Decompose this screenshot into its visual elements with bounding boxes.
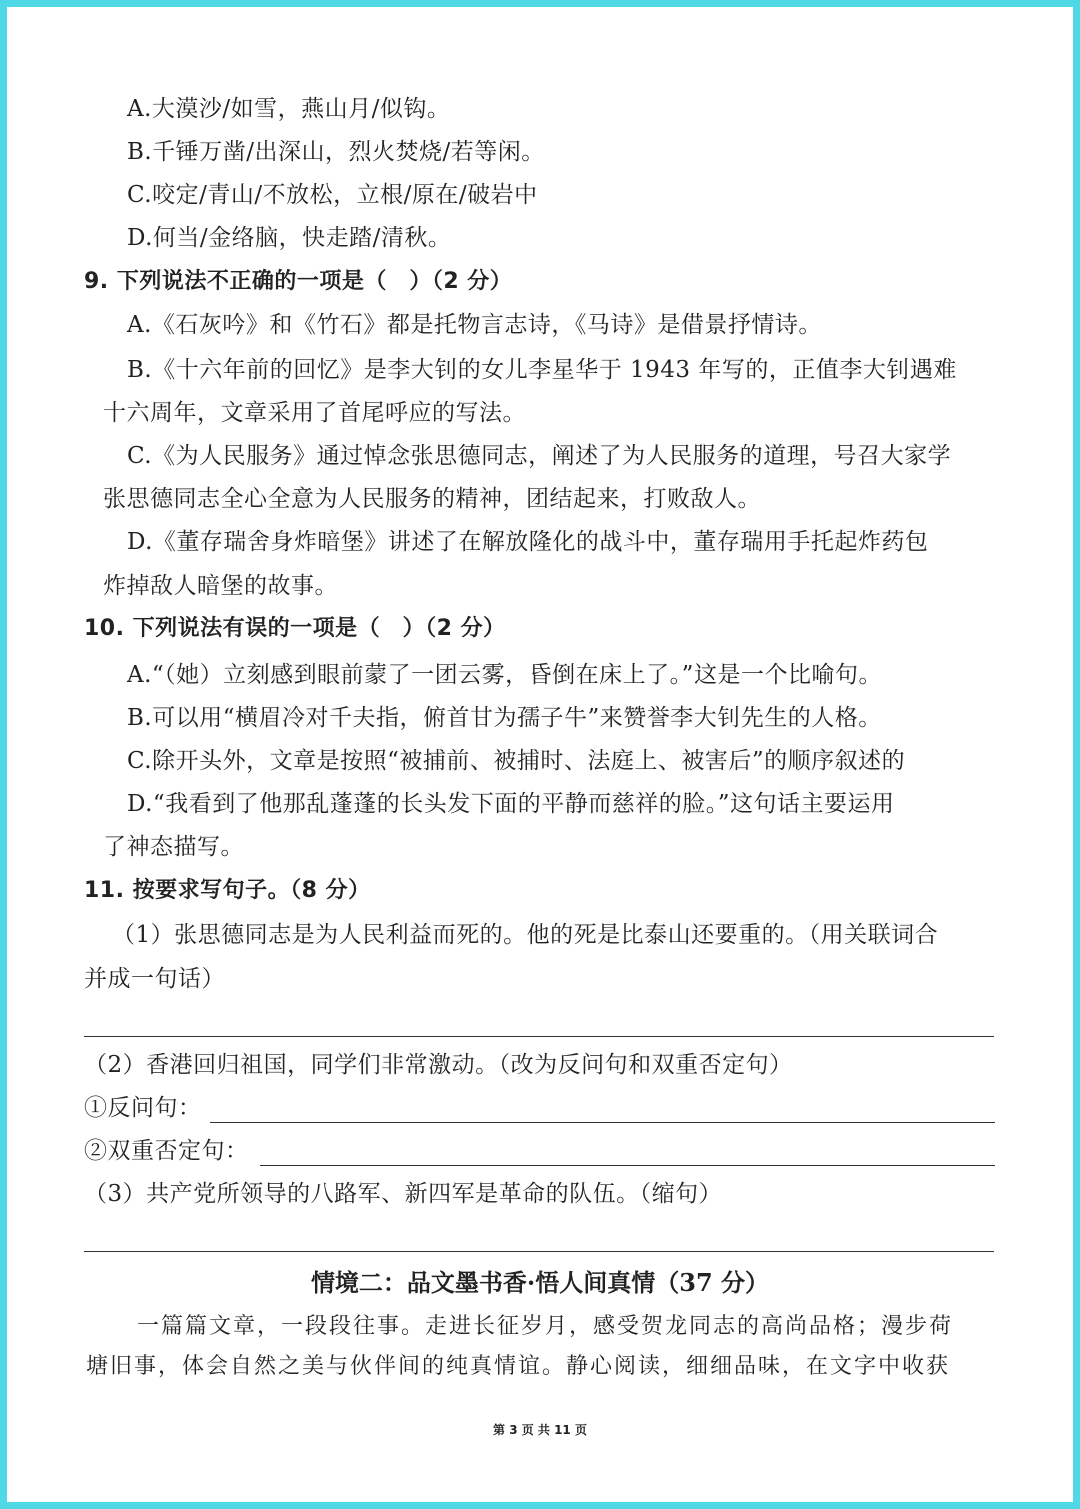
q8-option-d: D.何当/金络脑，快走踏/清秋。	[127, 225, 452, 251]
q11-part1-answer-line[interactable]	[84, 1036, 994, 1037]
q10-option-c: C.除开头外，文章是按照“被捕前、被捕时、法庭上、被害后”的顺序叙述的	[127, 748, 906, 774]
q9-option-c-line1: C.《为人民服务》通过悼念张思德同志，阐述了为人民服务的道理，号召大家学	[127, 443, 952, 469]
q9-option-d-line1: D.《董存瑞舍身炸暗堡》讲述了在解放隆化的战斗中，董存瑞用手托起炸药包	[127, 529, 929, 555]
q8-option-c: C.咬定/青山/不放松，立根/原在/破岩中	[127, 182, 538, 208]
q11-part2-double-negative-label: ②双重否定句：	[84, 1138, 249, 1164]
page-number: 第 3 页 共 11 页	[493, 1423, 587, 1437]
q11-part1-line2: 并成一句话）	[84, 966, 225, 992]
q11-rhetorical-answer-line[interactable]	[210, 1122, 995, 1123]
q11-part2: （2）香港回归祖国，同学们非常激动。（改为反问句和双重否定句）	[84, 1052, 793, 1078]
q10-option-b: B.可以用“横眉冷对千夫指，俯首甘为孺子牛”来赞誉李大钊先生的人格。	[127, 705, 882, 731]
q8-option-a: A.大漠沙/如雪，燕山月/似钩。	[127, 96, 451, 122]
section2-intro-line2: 塘旧事，体会自然之美与伙伴间的纯真情谊。静心阅读，细细品味，在文字中收获	[86, 1354, 951, 1379]
q11-part1-line1: （1）张思德同志是为人民利益而死的。他的死是比泰山还要重的。（用关联词合	[112, 922, 939, 948]
q10-stem: 10. 下列说法有误的一项是（ ）（2 分）	[84, 616, 506, 641]
q11-double-negative-answer-line[interactable]	[260, 1165, 995, 1166]
q9-option-a: A.《石灰吟》和《竹石》都是托物言志诗，《马诗》是借景抒情诗。	[127, 312, 822, 338]
q10-option-a: A.“（她）立刻感到眼前蒙了一团云雾，昏倒在床上了。”这是一个比喻句。	[127, 662, 882, 688]
q11-part2-rhetorical-label: ①反问句：	[84, 1095, 202, 1121]
q10-option-d-line2: 了神态描写。	[103, 834, 244, 860]
q9-option-d-line2: 炸掉敌人暗堡的故事。	[103, 573, 338, 599]
q9-option-c-line2: 张思德同志全心全意为人民服务的精神，团结起来，打败敌人。	[103, 486, 761, 512]
q11-part3: （3）共产党所领导的八路军、新四军是革命的队伍。（缩句）	[84, 1181, 723, 1207]
q9-option-b-line2: 十六周年，文章采用了首尾呼应的写法。	[103, 400, 526, 426]
section2-heading: 情境二：品文墨书香·悟人间真情（37 分）	[310, 1268, 770, 1297]
q11-part3-answer-line[interactable]	[84, 1251, 994, 1252]
q9-stem: 9. 下列说法不正确的一项是（ ）（2 分）	[84, 269, 513, 294]
section2-intro-line1: 一篇篇文章，一段段往事。走进长征岁月，感受贺龙同志的高尚品格；漫步荷	[137, 1314, 954, 1339]
q9-option-b-line1: B.《十六年前的回忆》是李大钊的女儿李星华于 1943 年写的，正值李大钊遇难	[127, 357, 957, 383]
q11-stem: 11. 按要求写句子。（8 分）	[84, 878, 371, 903]
q8-option-b: B.千锤万凿/出深山，烈火焚烧/若等闲。	[127, 139, 545, 165]
q10-option-d-line1: D.“我看到了他那乱蓬蓬的长头发下面的平静而慈祥的脸。”这句话主要运用	[127, 791, 895, 817]
